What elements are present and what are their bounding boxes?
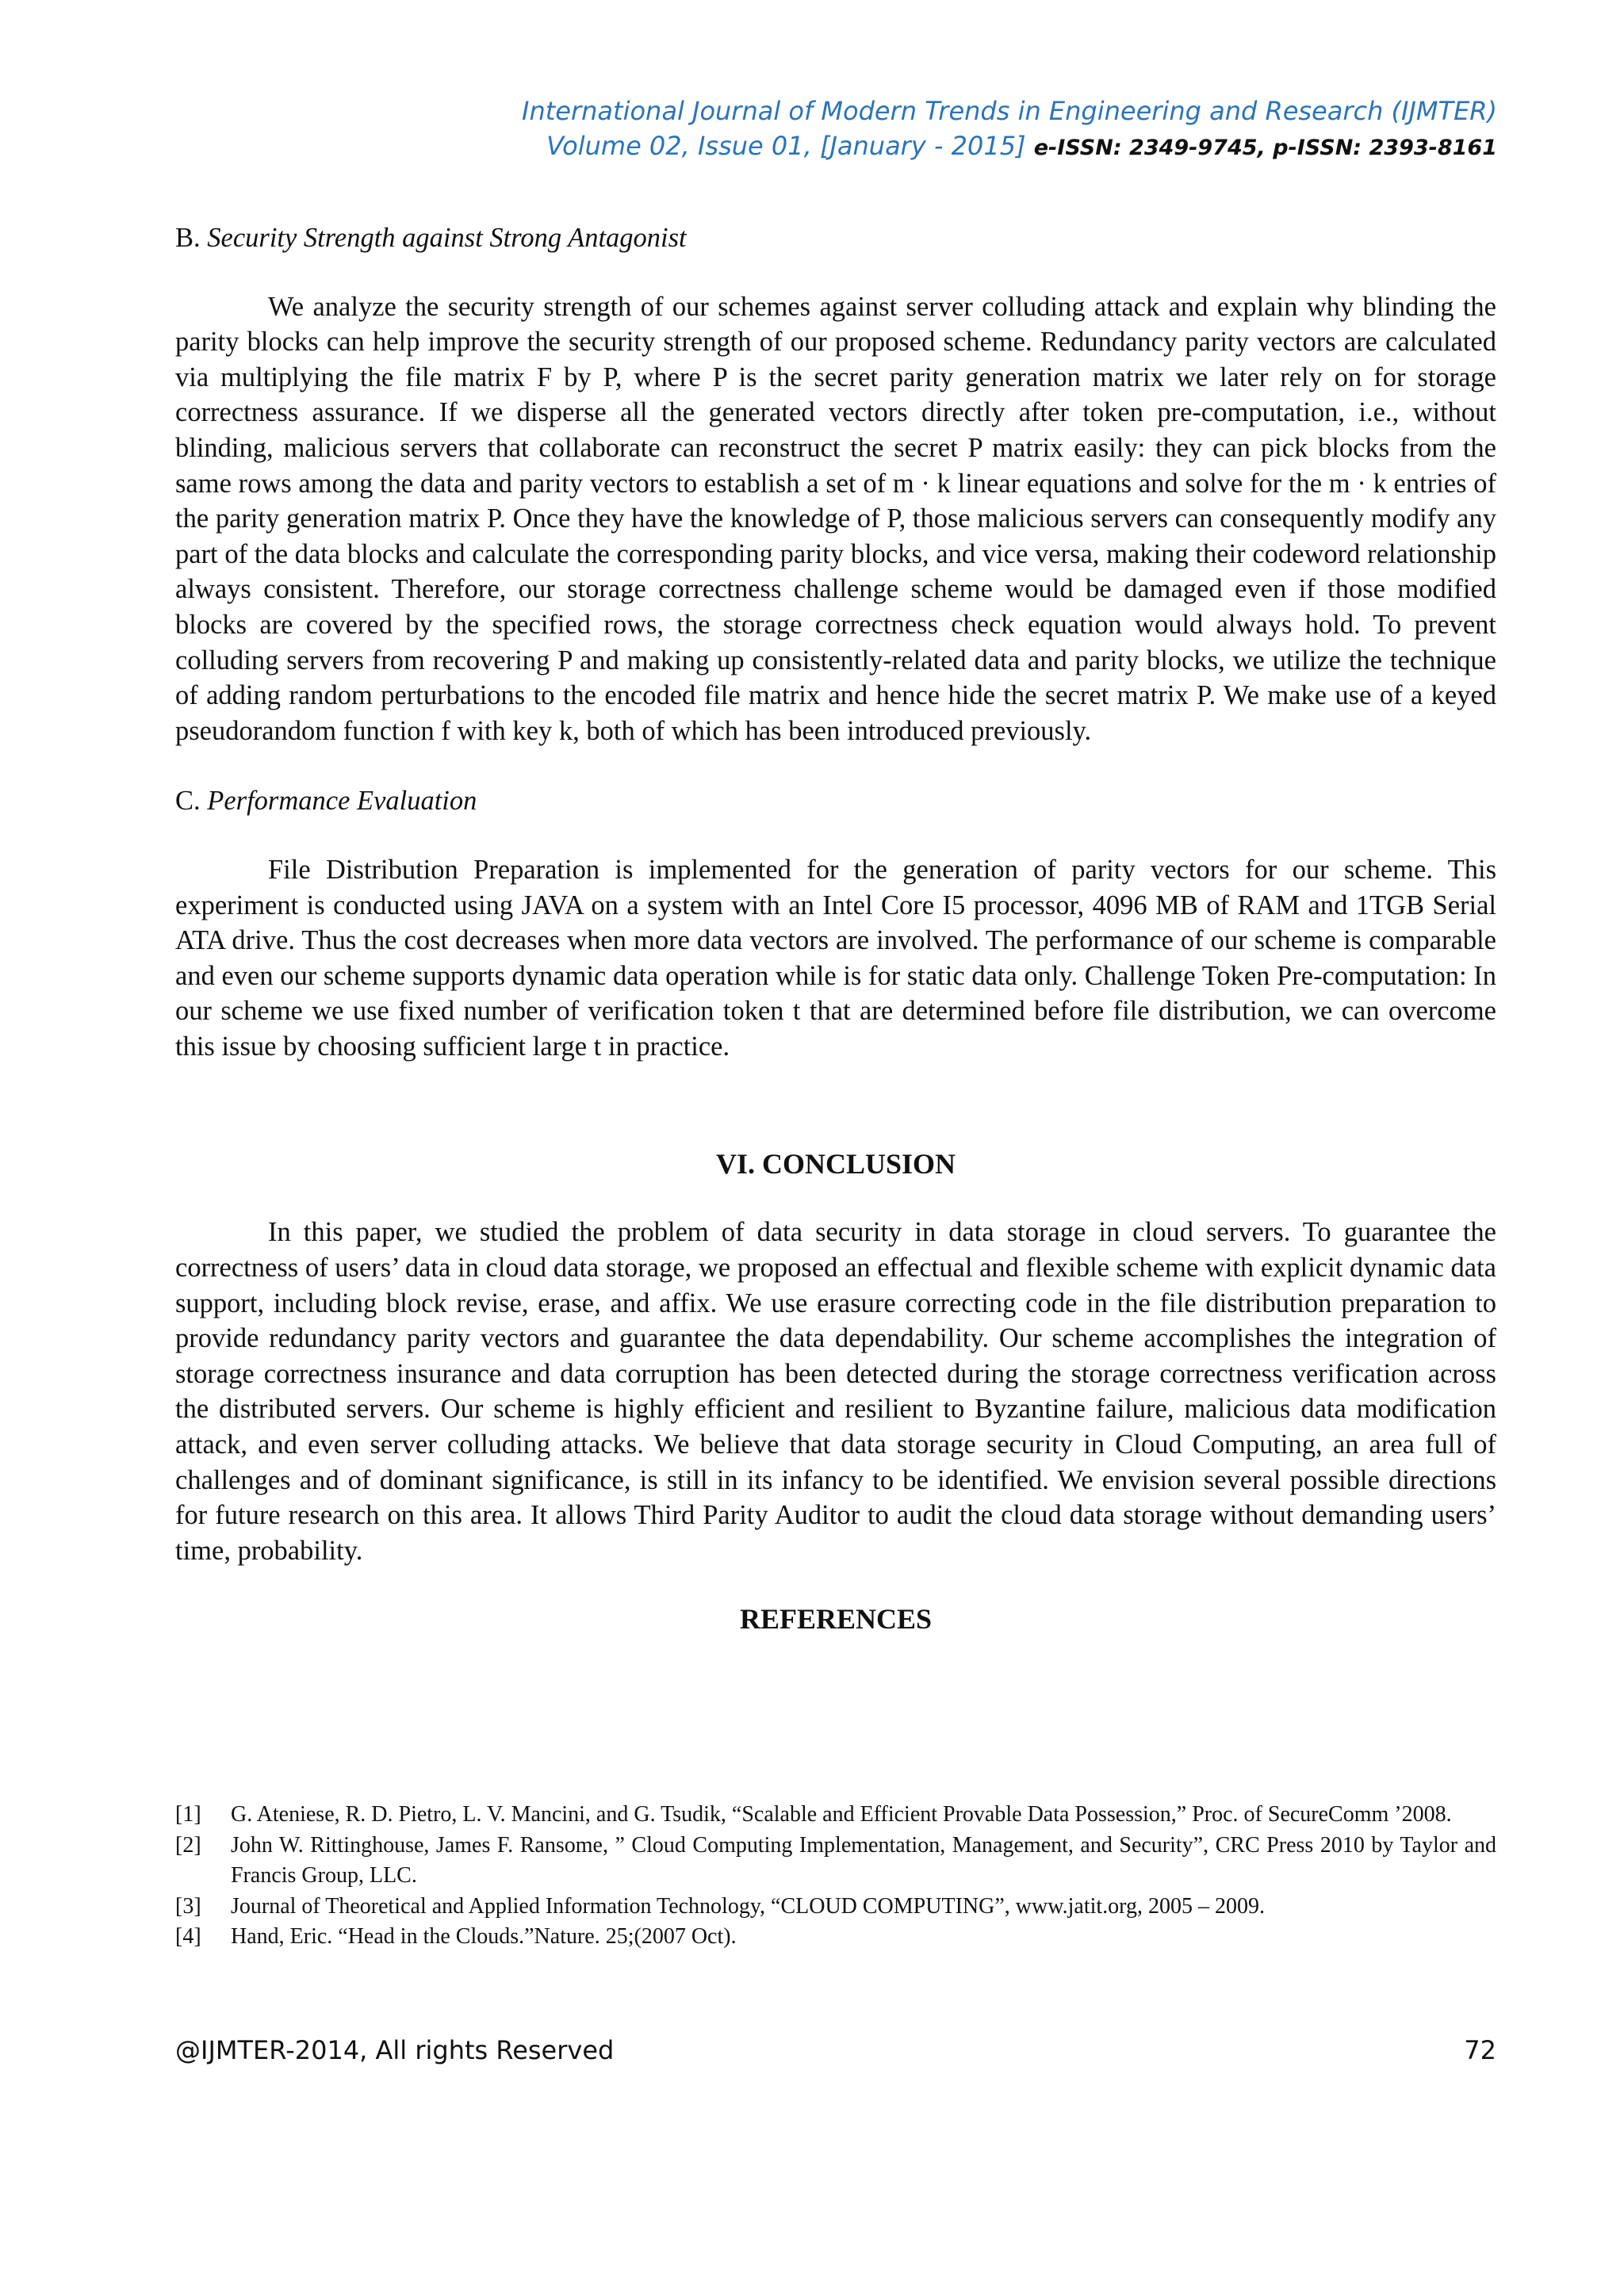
reference-item (175, 1800, 1496, 1831)
volume-line (522, 128, 1497, 166)
section-c-heading (175, 783, 1496, 819)
conclusion-heading: VI. CONCLUSION (715, 1148, 956, 1181)
section-b-title: Security Strength against Strong Antagonist (207, 223, 687, 253)
section-b-heading (175, 220, 1496, 256)
page-number: 72 (1464, 2035, 1496, 2065)
main-content (175, 220, 1496, 1636)
page-footer (175, 2034, 1496, 2066)
section-c-letter: C. (175, 786, 201, 817)
issn: e-ISSN: 2349-9745, p-ISSN: 2393-8161 (1033, 136, 1497, 160)
reference-list (175, 1800, 1496, 1953)
reference-number: [4] (175, 1924, 201, 1949)
journal-header (522, 94, 1497, 166)
reference-number: [1] (175, 1802, 201, 1827)
reference-number: [2] (175, 1832, 201, 1858)
reference-item (175, 1922, 1496, 1953)
volume-issue: Volume 02, Issue 01, [January - 2015] (546, 131, 1026, 161)
reference-item (175, 1892, 1496, 1923)
reference-text: Hand, Eric. “Head in the Clouds.”Nature. 25;(2007 Oct). (231, 1924, 737, 1949)
section-b-paragraph: We analyze the security strength of our schemes against server colluding attack and explain why blinding the parity blocks can help improve the security strength of our proposed scheme. Redundancy parity vectors are calculated via multiplying the file matrix F by P, where P is the secret parity generation matrix we later rely on for storage correctness assurance. If we disperse all the generated vectors directly after token pre-computation, i.e., without blinding, malicious servers that collaborate can reconstruct the secret P matrix easily: they can pick blocks from the same rows among the data and parity vectors to establish a set of m · k linear equations and solve for the m · k entries of the parity generation matrix P. Once they have the knowledge of P, those malicious servers can consequently modify any part of the data blocks and calculate the corresponding parity blocks, and vice versa, making their codeword relationship always consistent. Therefore, our storage correctness challenge scheme would be damaged even if those modified blocks are covered by the specified rows, the storage correctness check equation would always hold. To prevent colluding servers from recovering P and making up consistently-related data and parity blocks, we utilize the technique of adding random perturbations to the encoded file matrix and hence hide the secret matrix P. We make use of a keyed pseudorandom function f with key k, both of which has been introduced previously. (175, 291, 1496, 746)
references-heading: REFERENCES (739, 1603, 933, 1636)
section-b-letter: B. (175, 223, 201, 253)
conclusion-paragraph: In this paper, we studied the problem of data security in data storage in cloud servers. To guarantee the correctness of users’ data in cloud data storage, we proposed an effectual and flexible scheme with explicit dynamic data support, including block revise, erase, and affix. We use erasure correcting code in the file distribution preparation to provide redundancy parity vectors and guarantee the data dependability. Our scheme accomplishes the integration of storage correctness insurance and data corruption has been detected during the storage correctness verification across the distributed servers. Our scheme is highly efficient and resilient to Byzantine failure, malicious data modification attack, and even server colluding attacks. We believe that data storage security in Cloud Computing, an area full of challenges and of dominant significance, is still in its infancy to be identified. We envision several possible directions for future research on this area. It allows Third Parity Auditor to audit the cloud data storage without demanding users’ time, probability. (175, 1217, 1496, 1566)
reference-text: G. Ateniese, R. D. Pietro, L. V. Mancini, and G. Tsudik, “Scalable and Efficient Provable Data Possession,” Proc. of SecureComm ’2008. (231, 1802, 1452, 1827)
reference-item (175, 1831, 1496, 1892)
journal-title: International Journal of Modern Trends in Engineering and Research (IJMTER) (522, 96, 1497, 126)
copyright-notice: @IJMTER-2014, All rights Reserved (175, 2035, 615, 2065)
reference-text: John W. Rittinghouse, James F. Ransome, ” Cloud Computing Implementation, Management, and Security”, CRC Press 2010 by Taylor and Francis Group, LLC. (231, 1832, 1496, 1888)
reference-number: [3] (175, 1893, 201, 1919)
section-c-paragraph: File Distribution Preparation is implemented for the generation of parity vectors for our scheme. This experiment is conducted using JAVA on a system with an Intel Core I5 processor, 4096 MB of RAM and 1TGB Serial ATA drive. Thus the cost decreases when more data vectors are involved. The performance of our scheme is comparable and even our scheme supports dynamic data operation while is for static data only. Challenge Token Pre-computation: In our scheme we use fixed number of verification token t that are determined before file distribution, we can overcome this issue by choosing sufficient large t in practice. (175, 854, 1496, 1062)
reference-text: Journal of Theoretical and Applied Information Technology, “CLOUD COMPUTING”, www.jatit.org, 2005 – 2009. (231, 1893, 1265, 1919)
section-c-title: Performance Evaluation (207, 786, 477, 817)
